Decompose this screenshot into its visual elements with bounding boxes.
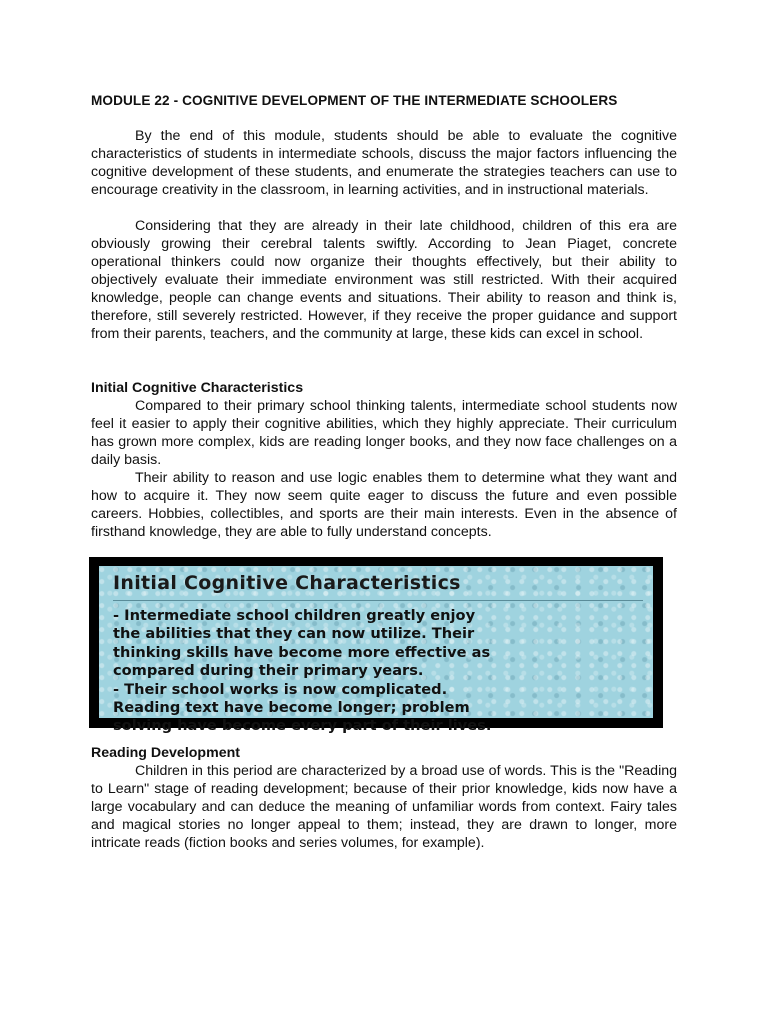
characteristics-figure [89, 557, 663, 735]
section2-paragraph-1: Children in this period are characterized by a broad use of words. This is the "Reading to Learn" stage of reading development; because of their prior knowledge, kids now have a large vocabulary and can deduce the meaning of unfamiliar words from context. Fairy tales and magical stories no longer appeal to them; instead, they are drawn to longer, more intricate reads (fiction books and series volumes, for example). [91, 763, 677, 851]
section-heading-initial-cognitive: Initial Cognitive Characteristics [91, 380, 304, 396]
figure-panel [99, 566, 653, 735]
module-title: MODULE 22 - COGNITIVE DEVELOPMENT OF THE INTERMEDIATE SCHOOLERS [91, 93, 618, 108]
figure-body [113, 607, 647, 736]
figure-line: Reading text have become longer; problem [113, 699, 470, 717]
figure-line: solving have become every part of their lives. [113, 717, 492, 735]
figure-line: the abilities that they can now utilize. Their [113, 625, 475, 643]
figure-line: - Intermediate school children greatly enjoy [113, 607, 476, 624]
section1-paragraph-1: Compared to their primary school thinking talents, intermediate school students now feel it easier to apply their cognitive abilities, which they highly appreciate. Their curriculum has grown more complex, kids are reading longer books, and they now face challenges on a daily basis. [91, 398, 677, 468]
figure-line: - Their school works is now complicated. [113, 680, 448, 698]
figure-line: compared during their primary years. [113, 662, 424, 680]
figure-title: Initial Cognitive Characteristics [113, 572, 461, 594]
document-page [91, 92, 677, 852]
figure-line: thinking skills have become more effective as [113, 643, 491, 661]
figure-divider [113, 600, 643, 601]
section1-paragraph-2: Their ability to reason and use logic enables them to determine what they want and how to acquire it. They now seem quite eager to discuss the future and even possible careers. Hobbies, collectibles, and sports are their main interests. Even in the absence of firsthand knowledge, they are able to fully understand concepts. [91, 470, 677, 540]
intro-paragraph-1: By the end of this module, students should be able to evaluate the cognitive characteristics of students in intermediate schools, discuss the major factors influencing the cognitive development of these students, and enumerate the strategies teachers can use to encourage creativity in the classroom, in learning activities, and in instructional materials. [91, 128, 677, 198]
section-heading-reading-development: Reading Development [91, 745, 240, 761]
intro-paragraph-2: Considering that they are already in their late childhood, children of this era are obviously growing their cerebral talents swiftly. According to Jean Piaget, concrete operational thinkers could now organize their thoughts effectively, but their ability to objectively evaluate their immediate environment was still restricted. With their acquired knowledge, people can change events and situations. Their ability to reason and think is, therefore, still severely restricted. However, if they receive the proper guidance and support from their parents, teachers, and the community at large, these kids can excel in school. [91, 218, 677, 342]
